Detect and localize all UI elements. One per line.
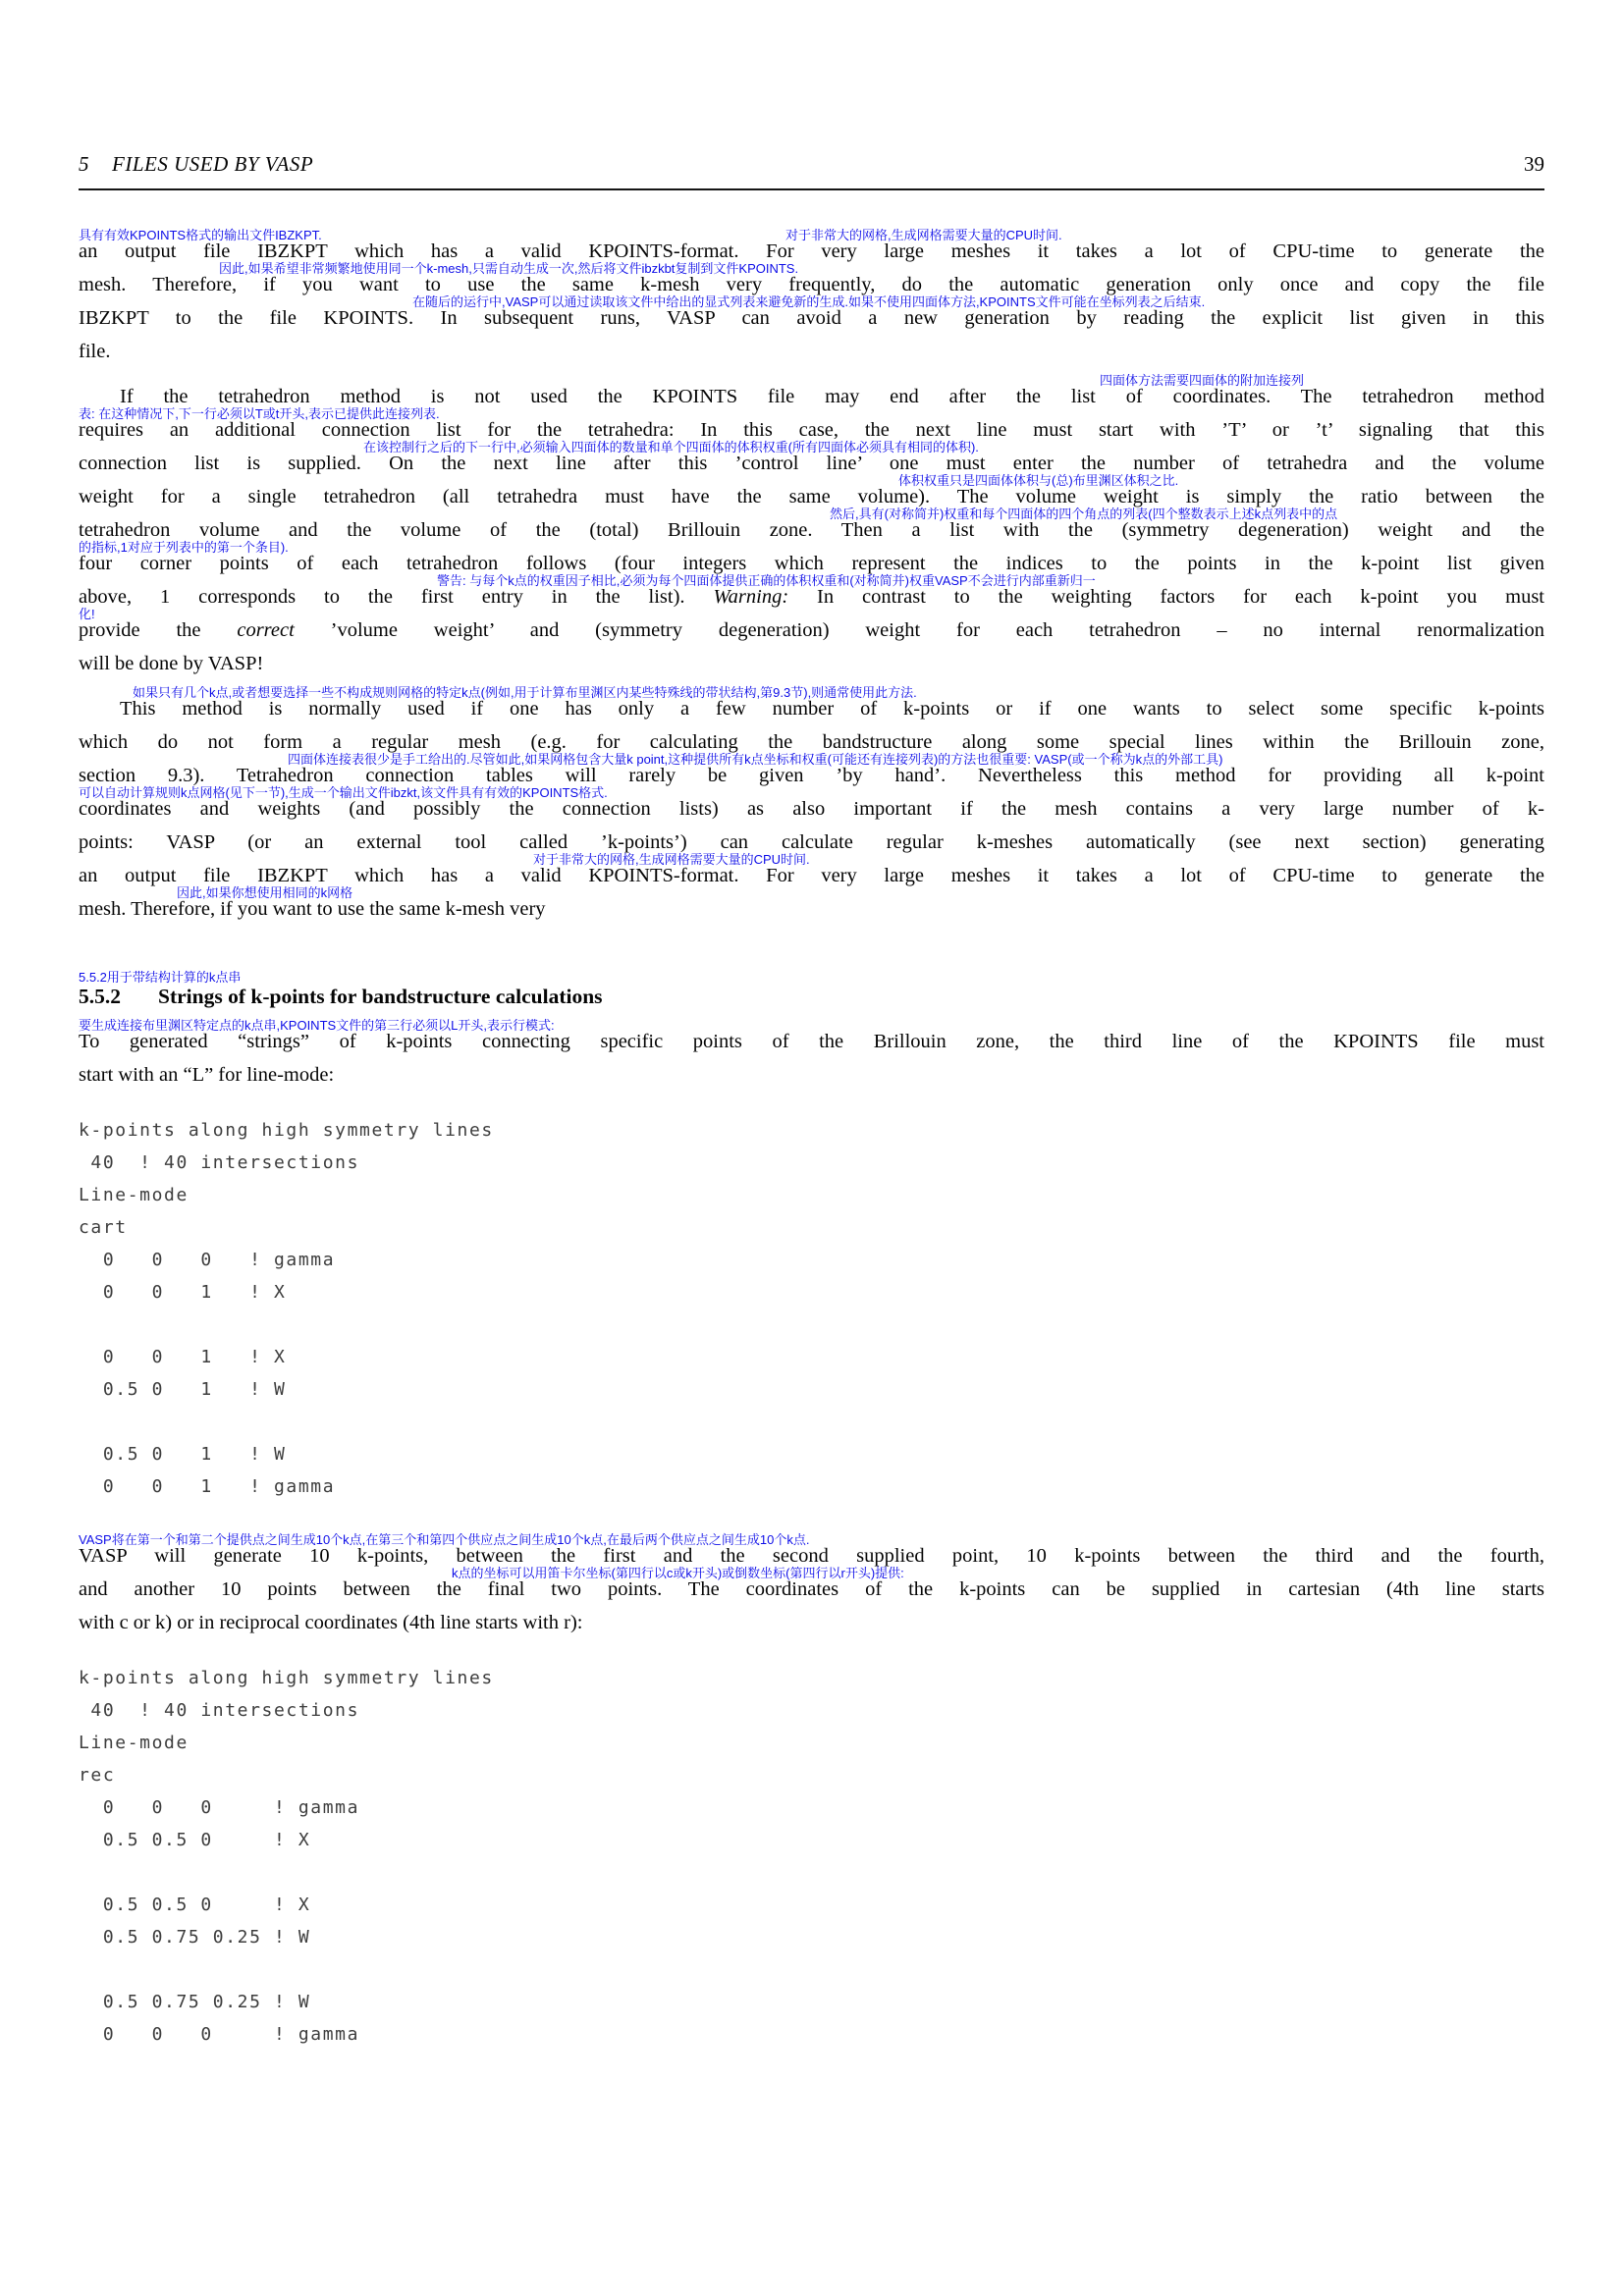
code-block — [79, 1662, 1544, 2051]
zh-annotation-row — [79, 328, 1544, 343]
en-text: connection list is supplied. On the next line after this ’control line’ one must enter the number of tetrahedra and the volume — [79, 453, 1544, 474]
italic-text: correct — [237, 619, 295, 641]
code-line — [79, 1953, 1544, 1986]
zh-annotation-row — [79, 507, 1544, 521]
code-line: 0 0 0 ! gamma — [79, 1797, 360, 1818]
zh-annotation-row — [79, 473, 1544, 488]
text-line — [79, 540, 1544, 573]
en-text: section 9.3). Tetrahedron connection tables will rarely be given ’by hand’. Nevertheless this method for providing all k-point — [79, 765, 1544, 786]
text-line — [79, 373, 1544, 406]
zh-annotation: 然后,具有(对称简并)权重和每个四面体的四个角点的列表(四个整数表示上述k点列表中的点 — [830, 507, 1338, 521]
code-line: Line-mode — [79, 1185, 189, 1205]
text-line — [79, 328, 1544, 361]
text-line — [79, 719, 1544, 752]
en-text: four corner points of each tetrahedron follows (four integers which represent the indices to the points in the k-point list given — [79, 553, 1544, 574]
zh-annotation-row — [79, 685, 1544, 700]
code-line: 0 0 0 ! gamma — [79, 2024, 360, 2045]
code-line: 0.5 0.75 0.25 ! W — [79, 1992, 311, 2012]
text-line — [79, 819, 1544, 852]
zh-annotation: 表: 在这种情况下,下一行必须以T或t开头,表示已提供此连接列表. — [79, 406, 440, 421]
text-line — [79, 1599, 1544, 1632]
zh-annotation: 在该控制行之后的下一行中,必须输入四面体的数量和单个四面体的体积权重(所有四面体必须具有相同的体积). — [363, 440, 979, 454]
text-line — [79, 440, 1544, 473]
code-line — [79, 1406, 1544, 1438]
zh-annotation-row — [79, 261, 1544, 276]
en-text: VASP will generate 10 k-points, between the first and the second supplied point, 10 k-points between the third and the fourth, — [79, 1545, 1544, 1567]
zh-annotation-row — [79, 1532, 1544, 1547]
page-number: 39 — [1524, 152, 1544, 176]
code-line: 40 ! 40 intersections — [79, 1152, 360, 1173]
code-line — [79, 1856, 1544, 1889]
zh-annotation-row — [79, 373, 1544, 388]
text-line — [79, 261, 1544, 294]
zh-annotation: VASP将在第一个和第二个提供点之间生成10个k点,在第三个和第四个供应点之间生成10个k点,在最后两个供应点之间生成10个k点. — [79, 1532, 810, 1547]
zh-annotation: 可以自动计算规则k点网格(见下一节),生成一个输出文件ibzkt,该文件具有有效的KPOINTS格式. — [79, 785, 608, 800]
code-line: Line-mode — [79, 1733, 189, 1753]
zh-annotation: 警告: 与每个k点的权重因子相比,必须为每个四面体提供正确的体积权重和(对称简并)权重VASP不会进行内部重新归一 — [437, 573, 1096, 588]
zh-annotation-row — [79, 640, 1544, 655]
zh-annotation-row — [79, 719, 1544, 733]
code-line: 0.5 0 1 ! W — [79, 1444, 287, 1465]
zh-annotation: 化! — [79, 607, 95, 621]
text-line — [79, 885, 1544, 919]
en-text: To generated “strings” of k-points connecting specific points of the Brillouin zone, the third line of the KPOINTS file must — [79, 1031, 1544, 1052]
zh-annotation-row — [79, 1018, 1544, 1033]
en-text: above, 1 corresponds to the first entry in the list). Warning: In contrast to the weighting factors for each k-point you must — [79, 586, 1544, 608]
text-line — [79, 1566, 1544, 1599]
text-line — [79, 294, 1544, 328]
zh-annotation-row — [79, 540, 1544, 555]
zh-annotation-row — [79, 1566, 1544, 1580]
zh-annotation: 四面体方法需要四面体的附加连接列 — [1100, 373, 1305, 388]
zh-annotation-row — [79, 1051, 1544, 1066]
document-content — [79, 228, 1544, 2051]
text-line — [79, 685, 1544, 719]
en-text: which do not form a regular mesh (e.g. for calculating the bandstructure along some special lines within the Brillouin zone, — [79, 731, 1544, 753]
code-line: 0 0 1 ! X — [79, 1282, 287, 1303]
zh-annotation-row — [79, 785, 1544, 800]
text-line — [79, 406, 1544, 440]
running-header — [79, 152, 1544, 190]
text-line — [79, 1051, 1544, 1085]
zh-annotation: 因此,如果希望非常频繁地使用同一个k-mesh,只需自动生成一次,然后将文件ibzkbt复制到文件KPOINTS. — [219, 261, 799, 276]
zh-annotation: 因此,如果你想使用相同的k网格 — [177, 885, 353, 900]
zh-annotation: 具有有效KPOINTS格式的输出文件IBZKPT. — [79, 228, 322, 242]
text-line — [79, 1018, 1544, 1051]
zh-annotation: 的指标,1对应于列表中的第一个条目). — [79, 540, 289, 555]
en-text: with c or k) or in reciprocal coordinates (4th line starts with r): — [79, 1612, 583, 1633]
code-block — [79, 1114, 1544, 1503]
text-line — [79, 228, 1544, 261]
section-number: 5.5.2 — [79, 985, 121, 1008]
text-line — [79, 852, 1544, 885]
text-line — [79, 640, 1544, 673]
text-line — [79, 785, 1544, 819]
code-line: 0.5 0.5 0 ! X — [79, 1830, 311, 1850]
zh-annotation-row — [79, 970, 1544, 985]
code-line: rec — [79, 1765, 116, 1786]
en-text: tetrahedron volume and the volume of the (total) Brillouin zone. Then a list with the (symmetry degeneration) weight and the — [79, 519, 1544, 541]
zh-annotation-row — [79, 752, 1544, 767]
zh-annotation-row — [79, 607, 1544, 621]
code-line: 0 0 1 ! X — [79, 1347, 287, 1367]
en-text: an output file IBZKPT which has a valid KPOINTS-format. For very large meshes it takes a lot of CPU-time to generate the — [79, 240, 1544, 262]
en-text: file. — [79, 341, 111, 362]
zh-annotation: 在随后的运行中,VASP可以通过读取该文件中给出的显式列表来避免新的生成.如果不使用四面体方法,KPOINTS文件可能在坐标列表之后结束. — [412, 294, 1206, 309]
zh-annotation-row — [79, 440, 1544, 454]
en-text: provide the correct ’volume weight’ and (symmetry degeneration) weight for each tetrahedron – no internal renormalization — [79, 619, 1544, 641]
en-text: and another 10 points between the final two points. The coordinates of the k-points can be supplied in cartesian (4th line starts — [79, 1578, 1544, 1600]
code-line: cart — [79, 1217, 128, 1238]
code-line: 0.5 0.5 0 ! X — [79, 1895, 311, 1915]
section-title: Strings of k-points for bandstructure calculations — [158, 985, 603, 1008]
text-line — [79, 607, 1544, 640]
code-line — [79, 1308, 1544, 1341]
en-text: requires an additional connection list for the tetrahedra: In this case, the next line must start with ’T’ or ’t’ signaling that this — [79, 419, 1544, 441]
code-line: 0.5 0 1 ! W — [79, 1379, 287, 1400]
zh-annotation: 对于非常大的网格,生成网格需要大量的CPU时间. — [533, 852, 810, 867]
text-line — [79, 507, 1544, 540]
zh-annotation: 体积权重只是四面体体积与(总)布里渊区体积之比. — [898, 473, 1179, 488]
code-line: 0 0 0 ! gamma — [79, 1250, 336, 1270]
code-line: 0.5 0.75 0.25 ! W — [79, 1927, 311, 1948]
code-line: k-points along high symmetry lines — [79, 1120, 494, 1141]
section-heading-text — [79, 985, 1544, 1008]
en-text: This method is normally used if one has only a few number of k-points or if one wants to select some specific k-points — [120, 698, 1544, 720]
italic-text: Warning: — [713, 586, 789, 608]
en-text: mesh. Therefore, if you want to use the same k-mesh very — [79, 898, 546, 920]
en-text: mesh. Therefore, if you want to use the same k-mesh very frequently, do the automatic generation only once and copy the file — [79, 274, 1544, 295]
en-text: coordinates and weights (and possibly the connection lists) as also important if the mesh contains a very large number of k- — [79, 798, 1544, 820]
text-line — [79, 1532, 1544, 1566]
zh-annotation: 如果只有几个k点,或者想要选择一些不构成规则网格的特定k点(例如,用于计算布里渊区内某些特殊线的带状结构,第9.3节),则通常使用此方法. — [133, 685, 917, 700]
en-text: will be done by VASP! — [79, 653, 264, 674]
en-text: IBZKPT to the file KPOINTS. In subsequent runs, VASP can avoid a new generation by reading the explicit list given in this — [79, 307, 1544, 329]
text-line — [79, 473, 1544, 507]
section-header-label: 5 FILES USED BY VASP — [79, 152, 314, 176]
zh-annotation-row — [79, 406, 1544, 421]
text-line — [79, 573, 1544, 607]
zh-annotation: 对于非常大的网格,生成网格需要大量的CPU时间. — [785, 228, 1062, 242]
section-heading — [79, 970, 1544, 1008]
zh-annotation-row — [79, 852, 1544, 867]
code-line: 40 ! 40 intersections — [79, 1700, 360, 1721]
text-line — [79, 752, 1544, 785]
en-text: points: VASP (or an external tool called ’k-points’) can calculate regular k-meshes automatically (see next section) generating — [79, 831, 1544, 853]
en-text: an output file IBZKPT which has a valid KPOINTS-format. For very large meshes it takes a lot of CPU-time to generate the — [79, 865, 1544, 886]
en-text: weight for a single tetrahedron (all tetrahedra must have the same volume). The volume weight is simply the ratio between the — [79, 486, 1544, 507]
zh-annotation: 要生成连接布里渊区特定点的k点串,KPOINTS文件的第三行必须以L开头,表示行模式: — [79, 1018, 555, 1033]
zh-annotation-row — [79, 294, 1544, 309]
zh-annotation: k点的坐标可以用笛卡尔坐标(第四行以c或k开头)或倒数坐标(第四行以r开头)提供: — [452, 1566, 904, 1580]
en-text: If the tetrahedron method is not used the KPOINTS file may end after the list of coordinates. The tetrahedron method — [120, 386, 1544, 407]
zh-annotation-row — [79, 1599, 1544, 1614]
code-line: k-points along high symmetry lines — [79, 1668, 494, 1688]
zh-annotation-row — [79, 819, 1544, 833]
zh-annotation: 四面体连接表很少是手工给出的.尽管如此,如果网格包含大量k point,这种提供所有k点坐标和权重(可能还有连接列表)的方法也很重要: VASP(或一个称为k点的外部工具) — [288, 752, 1223, 767]
code-line: 0 0 1 ! gamma — [79, 1476, 336, 1497]
zh-annotation-row — [79, 573, 1544, 588]
zh-annotation-row — [79, 228, 1544, 242]
en-text: start with an “L” for line-mode: — [79, 1064, 335, 1086]
zh-annotation-row — [79, 885, 1544, 900]
zh-annotation: 5.5.2用于带结构计算的k点串 — [79, 970, 242, 985]
